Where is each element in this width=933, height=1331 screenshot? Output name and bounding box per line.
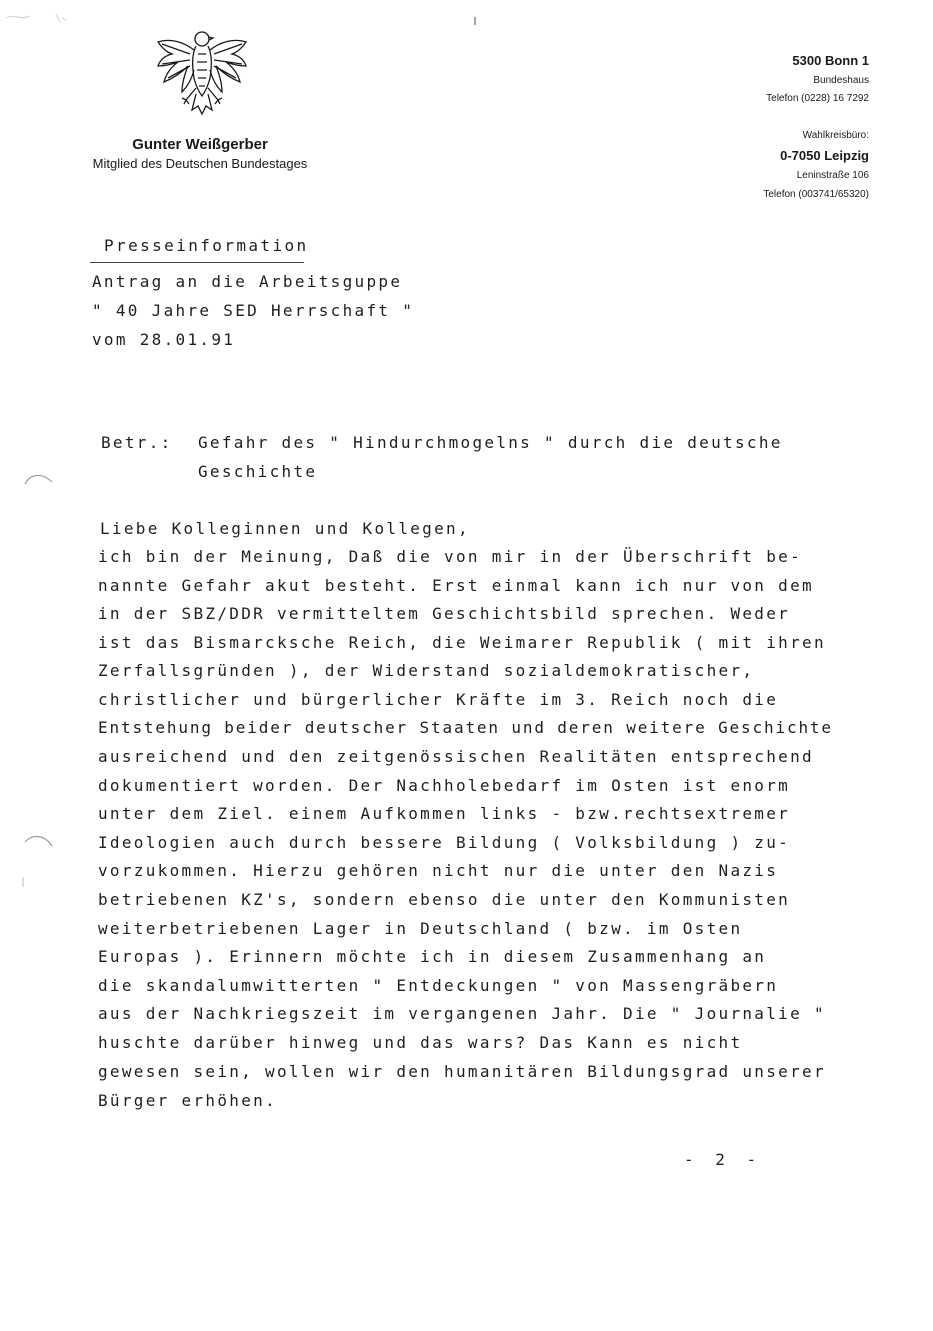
body-line: die skandalumwitterten " Entdeckungen " von Massengräbern xyxy=(98,976,779,995)
press-heading-underline xyxy=(90,262,304,263)
body-line: ist das Bismarcksche Reich, die Weimarer Republik ( mit ihren xyxy=(98,633,826,652)
press-line: " 40 Jahre SED Herrschaft " xyxy=(92,301,415,320)
body-line: vorzukommen. Hierzu gehören nicht nur die unter den Nazis xyxy=(98,861,779,880)
body-line: Zerfallsgründen ), der Widerstand sozialdemokratischer, xyxy=(98,661,755,680)
body-line: weiterbetriebenen Lager in Deutschland ( bzw. im Osten xyxy=(98,919,743,938)
punch-mark-icon xyxy=(22,828,56,850)
body-line: christlicher und bürgerlicher Kräfte im 3. Reich noch die xyxy=(98,690,779,709)
subject-label: Betr.: xyxy=(101,433,173,452)
body-line: nannte Gefahr akut besteht. Erst einmal kann ich nur von dem xyxy=(98,576,814,595)
sender-title: Mitglied des Deutschen Bundestages xyxy=(92,156,308,171)
body-line: Bürger erhöhen. xyxy=(98,1091,277,1110)
leipzig-city: 0-7050 Leipzig xyxy=(780,148,869,163)
body-line: betriebenen KZ's, sondern ebenso die unter den Kommunisten xyxy=(98,890,791,909)
sender-name: Gunter Weißgerber xyxy=(132,136,268,153)
body-line: in der SBZ/DDR vermitteltem Geschichtsbild sprechen. Weder xyxy=(98,604,791,623)
subject-line: Geschichte xyxy=(198,462,318,481)
leipzig-label: Wahlkreisbüro: xyxy=(802,130,869,141)
body-line: aus der Nachkriegszeit im vergangenen Jahr. Die " Journalie " xyxy=(98,1004,826,1023)
bonn-phone: Telefon (0228) 16 7292 xyxy=(766,93,869,104)
scan-speck-icon xyxy=(20,876,26,888)
punch-mark-icon xyxy=(22,466,56,488)
body-line: dokumentiert worden. Der Nachholebedarf im Osten ist enorm xyxy=(98,776,791,795)
body-line: ich bin der Meinung, Daß die von mir in der Überschrift be- xyxy=(98,547,803,566)
press-heading: Presseinformation xyxy=(104,236,309,255)
bonn-building: Bundeshaus xyxy=(813,75,869,86)
salutation: Liebe Kolleginnen und Kollegen, xyxy=(100,519,470,538)
scan-speck-icon xyxy=(472,16,478,28)
leipzig-phone: Telefon (003741/65320) xyxy=(763,189,869,200)
subject-line: Gefahr des " Hindurchmogelns " durch die deutsche xyxy=(198,433,783,452)
body-line: ausreichend und den zeitgenössischen Realitäten entsprechend xyxy=(98,747,814,766)
body-line: Ideologien auch durch bessere Bildung ( Volksbildung ) zu- xyxy=(98,833,791,852)
body-line: huschte darüber hinweg und das wars? Das Kann es nicht xyxy=(98,1033,743,1052)
body-line: gewesen sein, wollen wir den humanitären Bildungsgrad unserer xyxy=(98,1062,826,1081)
body-line: Europas ). Erinnern möchte ich in diesem Zusammenhang an xyxy=(98,947,767,966)
federal-eagle-icon xyxy=(152,26,252,118)
press-line: Antrag an die Arbeitsguppe xyxy=(92,272,403,291)
press-line: vom 28.01.91 xyxy=(92,330,236,349)
body-line: unter dem Ziel. einem Aufkommen links - bzw.rechtsextremer xyxy=(98,804,791,823)
leipzig-street: Leninstraße 106 xyxy=(796,170,869,181)
bonn-city: 5300 Bonn 1 xyxy=(792,53,869,68)
body-line: Entstehung beider deutscher Staaten und deren weitere Geschichte xyxy=(98,718,833,737)
scan-speck-icon xyxy=(2,8,82,30)
page-number: - 2 - xyxy=(684,1150,763,1169)
